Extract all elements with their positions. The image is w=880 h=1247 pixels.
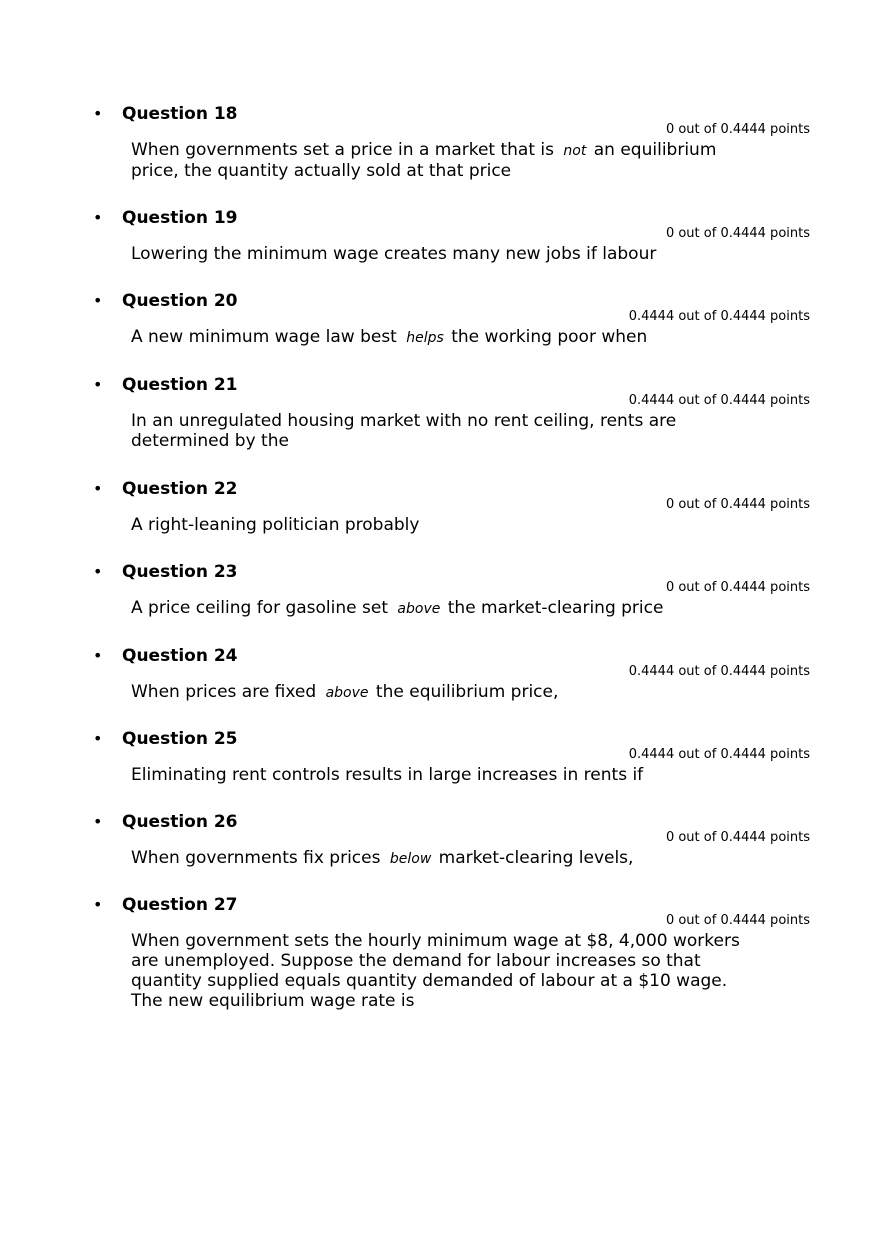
question-text-emphasis: not (563, 143, 587, 159)
question-text-part: Eliminating rent controls results in large increases in rents if (131, 765, 644, 785)
question-title: Question 25 (122, 729, 238, 749)
question-score: 0.4444 out of 0.4444 points (628, 393, 810, 408)
question-score: 0.4444 out of 0.4444 points (628, 664, 810, 679)
question-text-part: an equilibrium price, the quantity actually sold at that price (131, 140, 717, 181)
question-score: 0 out of 0.4444 points (665, 913, 810, 928)
question-text-part: A right-leaning politician probably (131, 515, 420, 535)
question-text (131, 682, 761, 703)
question-text (131, 327, 761, 348)
bullet-icon: • (93, 646, 103, 665)
bullet-icon: • (93, 895, 103, 914)
question-text-part: When governments fix prices (131, 848, 386, 868)
question-text-part: When prices are fixed (131, 682, 322, 702)
question-text (131, 244, 761, 264)
question-text-emphasis: above (325, 685, 369, 701)
question-score: 0 out of 0.4444 points (665, 830, 810, 845)
bullet-icon: • (93, 375, 103, 394)
question-score: 0 out of 0.4444 points (665, 122, 810, 137)
question-text (131, 515, 761, 535)
question-title: Question 24 (122, 646, 238, 666)
question-text-emphasis: helps (406, 330, 444, 346)
bullet-icon: • (93, 562, 103, 581)
bullet-icon: • (93, 479, 103, 498)
question-text-part: When government sets the hourly minimum wage at $8, 4,000 workers are unemployed. Suppose the demand for labour increases so that quantity supplied equals quantity demanded of labour at a $10 wage. The new equilibrium wage rate is (131, 931, 740, 1011)
question-score: 0.4444 out of 0.4444 points (628, 309, 810, 324)
bullet-icon: • (93, 208, 103, 227)
question-text (131, 848, 761, 869)
question-score: 0 out of 0.4444 points (665, 497, 810, 512)
question-text-part: the market-clearing price (442, 598, 664, 618)
question-text-part: market-clearing levels, (433, 848, 634, 868)
question-text-part: A new minimum wage law best (131, 327, 403, 347)
question-text (131, 931, 756, 1011)
question-text (131, 140, 761, 181)
question-text-emphasis: above (397, 601, 441, 617)
question-text-part: the equilibrium price, (370, 682, 559, 702)
question-title: Question 20 (122, 291, 238, 311)
question-text-part: A price ceiling for gasoline set (131, 598, 394, 618)
question-text-emphasis: below (389, 851, 432, 867)
bullet-icon: • (93, 291, 103, 310)
question-text (131, 765, 761, 785)
question-score: 0 out of 0.4444 points (665, 226, 810, 241)
question-score: 0 out of 0.4444 points (665, 580, 810, 595)
question-title: Question 19 (122, 208, 238, 228)
question-title: Question 18 (122, 104, 238, 124)
question-text-part: In an unregulated housing market with no rent ceiling, rents are determined by the (131, 411, 677, 451)
question-text (131, 411, 711, 451)
question-title: Question 27 (122, 895, 238, 915)
question-text (131, 598, 761, 619)
bullet-icon: • (93, 812, 103, 831)
question-text-part: the working poor when (445, 327, 648, 347)
bullet-icon: • (93, 729, 103, 748)
question-title: Question 21 (122, 375, 238, 395)
question-score: 0.4444 out of 0.4444 points (628, 747, 810, 762)
question-title: Question 23 (122, 562, 238, 582)
question-text-part: Lowering the minimum wage creates many new jobs if labour (131, 244, 657, 264)
bullet-icon: • (93, 104, 103, 123)
question-title: Question 22 (122, 479, 238, 499)
question-title: Question 26 (122, 812, 238, 832)
question-text-part: When governments set a price in a market that is (131, 140, 560, 160)
